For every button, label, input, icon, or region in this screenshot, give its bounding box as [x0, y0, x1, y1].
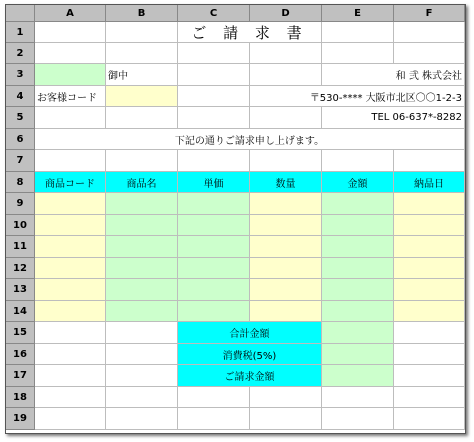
total-label[interactable]: ご請求金額 [178, 365, 322, 387]
cell-a3[interactable] [35, 64, 106, 86]
row-header-8[interactable]: 8 [6, 172, 35, 193]
cell-f1[interactable] [394, 22, 465, 43]
cell-b4[interactable] [106, 86, 178, 107]
cell-f9[interactable] [394, 193, 465, 215]
cell-c3[interactable] [178, 64, 250, 86]
row-header-9[interactable]: 9 [6, 193, 35, 215]
cell-e1[interactable] [322, 22, 394, 43]
cell-b18[interactable] [106, 387, 178, 408]
cell-e19[interactable] [322, 408, 394, 430]
cell-b17[interactable] [106, 365, 178, 387]
cell-a1[interactable] [35, 22, 106, 43]
column-header-c[interactable]: C [178, 5, 250, 22]
cell-b13[interactable] [106, 279, 178, 301]
row-header-17[interactable]: 17 [6, 365, 35, 387]
cell-c13[interactable] [178, 279, 250, 301]
spreadsheet [5, 4, 466, 434]
cell-d3[interactable] [250, 64, 322, 86]
cell-b5[interactable] [106, 107, 178, 129]
cell-a5[interactable] [35, 107, 106, 129]
cell-e18[interactable] [322, 387, 394, 408]
row-header-11[interactable]: 11 [6, 236, 35, 258]
cell-a14[interactable] [35, 301, 106, 322]
tax-label[interactable]: 消費税(5%) [178, 344, 322, 365]
cell-d12[interactable] [250, 258, 322, 279]
cell-c7[interactable] [178, 150, 250, 172]
cell-f7[interactable] [394, 150, 465, 172]
cell-e16[interactable] [322, 344, 394, 365]
row-header-16[interactable]: 16 [6, 344, 35, 365]
company-cell[interactable]: 和 弐 株式会社 [322, 64, 465, 86]
cell-a10[interactable] [35, 215, 106, 236]
column-header-e[interactable]: E [322, 5, 394, 22]
cell-d10[interactable] [250, 215, 322, 236]
cell-f2[interactable] [394, 43, 465, 64]
cell-onchu[interactable]: 御中 [106, 64, 178, 86]
table-header-f[interactable]: 納品日 [394, 172, 465, 193]
cell-f16[interactable] [394, 344, 465, 365]
row-header-7[interactable]: 7 [6, 150, 35, 172]
table-header-b[interactable]: 商品名 [106, 172, 178, 193]
cell-e12[interactable] [322, 258, 394, 279]
cell-c19[interactable] [178, 408, 250, 430]
row-header-19[interactable]: 19 [6, 408, 35, 430]
cell-a2[interactable] [35, 43, 106, 64]
cell-f10[interactable] [394, 215, 465, 236]
cell-d14[interactable] [250, 301, 322, 322]
cell-c11[interactable] [178, 236, 250, 258]
cell-b16[interactable] [106, 344, 178, 365]
tel-cell[interactable]: TEL 06-637*-8282 [322, 107, 465, 129]
cell-e13[interactable] [322, 279, 394, 301]
column-header-d[interactable]: D [250, 5, 322, 22]
column-header-a[interactable]: A [35, 5, 106, 22]
column-header-f[interactable]: F [394, 5, 465, 22]
message-cell[interactable]: 下記の通りご請求申し上げます。 [35, 129, 465, 150]
cell-f15[interactable] [394, 322, 465, 344]
select-all-corner[interactable] [6, 5, 35, 22]
cell-a11[interactable] [35, 236, 106, 258]
cell-b9[interactable] [106, 193, 178, 215]
cell-b2[interactable] [106, 43, 178, 64]
cell-d19[interactable] [250, 408, 322, 430]
row-header-12[interactable]: 12 [6, 258, 35, 279]
cell-c9[interactable] [178, 193, 250, 215]
row-header-18[interactable]: 18 [6, 387, 35, 408]
row-header-4[interactable]: 4 [6, 86, 35, 107]
cell-f19[interactable] [394, 408, 465, 430]
cell-f14[interactable] [394, 301, 465, 322]
address-cell[interactable]: 〒530-**** 大阪市北区〇〇1-2-3 [250, 86, 465, 107]
cell-c12[interactable] [178, 258, 250, 279]
cell-b7[interactable] [106, 150, 178, 172]
cell-e17[interactable] [322, 365, 394, 387]
cell-a7[interactable] [35, 150, 106, 172]
cell-e15[interactable] [322, 322, 394, 344]
cell-d7[interactable] [250, 150, 322, 172]
column-header-b[interactable]: B [106, 5, 178, 22]
cell-f12[interactable] [394, 258, 465, 279]
cell-b14[interactable] [106, 301, 178, 322]
cell-c5[interactable] [178, 107, 250, 129]
cell-d13[interactable] [250, 279, 322, 301]
cell-b15[interactable] [106, 322, 178, 344]
cell-d2[interactable] [250, 43, 322, 64]
cell-a17[interactable] [35, 365, 106, 387]
row-header-5[interactable]: 5 [6, 107, 35, 129]
cell-c10[interactable] [178, 215, 250, 236]
cell-b11[interactable] [106, 236, 178, 258]
customer-code-label[interactable]: お客様コード [35, 86, 106, 107]
cell-b19[interactable] [106, 408, 178, 430]
table-header-e[interactable]: 金額 [322, 172, 394, 193]
cell-f13[interactable] [394, 279, 465, 301]
cell-c14[interactable] [178, 301, 250, 322]
row-header-14[interactable]: 14 [6, 301, 35, 322]
cell-e10[interactable] [322, 215, 394, 236]
row-header-10[interactable]: 10 [6, 215, 35, 236]
cell-f18[interactable] [394, 387, 465, 408]
cell-e7[interactable] [322, 150, 394, 172]
cell-d9[interactable] [250, 193, 322, 215]
row-header-2[interactable]: 2 [6, 43, 35, 64]
cell-b1[interactable] [106, 22, 178, 43]
cell-f17[interactable] [394, 365, 465, 387]
cell-a16[interactable] [35, 344, 106, 365]
cell-c4[interactable] [178, 86, 250, 107]
cell-b12[interactable] [106, 258, 178, 279]
cell-d5[interactable] [250, 107, 322, 129]
cell-a9[interactable] [35, 193, 106, 215]
cell-d18[interactable] [250, 387, 322, 408]
cell-a13[interactable] [35, 279, 106, 301]
cell-a12[interactable] [35, 258, 106, 279]
row-header-3[interactable]: 3 [6, 64, 35, 86]
cell-e11[interactable] [322, 236, 394, 258]
cell-a15[interactable] [35, 322, 106, 344]
row-header-1[interactable]: 1 [6, 22, 35, 43]
cell-a19[interactable] [35, 408, 106, 430]
cell-e14[interactable] [322, 301, 394, 322]
cell-b10[interactable] [106, 215, 178, 236]
cell-e2[interactable] [322, 43, 394, 64]
row-header-13[interactable]: 13 [6, 279, 35, 301]
cell-f11[interactable] [394, 236, 465, 258]
cell-c2[interactable] [178, 43, 250, 64]
cell-c18[interactable] [178, 387, 250, 408]
subtotal-label[interactable]: 合計金額 [178, 322, 322, 344]
cell-e9[interactable] [322, 193, 394, 215]
table-header-c[interactable]: 単価 [178, 172, 250, 193]
title-cell[interactable]: ご 請 求 書 [178, 22, 322, 43]
cell-a18[interactable] [35, 387, 106, 408]
table-header-a[interactable]: 商品コード [35, 172, 106, 193]
row-header-15[interactable]: 15 [6, 322, 35, 344]
table-header-d[interactable]: 数量 [250, 172, 322, 193]
row-header-6[interactable]: 6 [6, 129, 35, 150]
cell-d11[interactable] [250, 236, 322, 258]
